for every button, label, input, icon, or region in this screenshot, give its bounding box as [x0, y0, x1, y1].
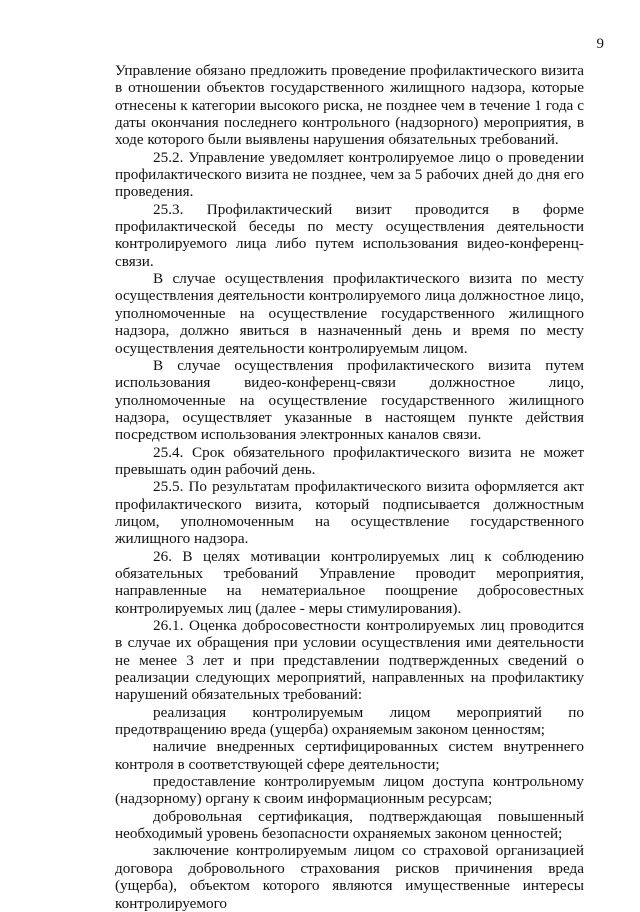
document-body — [115, 62, 584, 912]
page-number: 9 — [596, 36, 604, 52]
paragraph-26-1: 26.1. Оценка добросовестности контролируемых лиц проводится в случае их обращения при условии осуществления ими деятельности не менее 3 лет и при представлении подтвержденных сведений о реализации следующих мероприятий, направленных на профилактику нарушений обязательных требований: — [115, 617, 584, 704]
list-item-internal-control: наличие внедренных сертифицированных систем внутреннего контроля в соответствующей сфере деятельности; — [115, 738, 584, 773]
list-item-certification: добровольная сертификация, подтверждающая повышенный необходимый уровень безопасности охраняемых законом ценностей; — [115, 807, 584, 843]
paragraph-25-2: 25.2. Управление уведомляет контролируемое лицо о проведении профилактического визита не позднее, чем за 5 рабочих дней до дня его проведения. — [115, 148, 584, 201]
paragraph-26: 26. В целях мотивации контролируемых лиц к соблюдению обязательных требований Управление проводит мероприятия, направленные на нематериальное поощрение добросовестных контролируемых лиц (далее - меры стимулирования). — [115, 547, 584, 617]
paragraph-25-4: 25.4. Срок обязательного профилактического визита не может превышать один рабочий день. — [115, 443, 584, 478]
list-item-info-access: предоставление контролируемым лицом доступа контрольному (надзорному) органу к своим информационным ресурсам; — [115, 773, 584, 808]
paragraph-onsite-visit: В случае осуществления профилактического визита по месту осуществления деятельности контролируемого лица должностное лицо, уполномоченные на осуществление государственного жилищного надзора, должно явиться в назначенный день и время по месту осуществления деятельности контролируемым лицом. — [115, 270, 584, 357]
paragraph-25-3: 25.3. Профилактический визит проводится в форме профилактической беседы по месту осуществления деятельности контролируемого лица либо путем использования видео-конференц-связи. — [115, 200, 584, 270]
list-item-insurance: заключение контролируемым лицом со страховой организацией договора добровольного страхования рисков причинения вреда (ущерба), объектом которого являются имущественные интересы контролируемого — [115, 842, 584, 912]
paragraph-video-visit: В случае осуществления профилактического визита путем использования видео-конференц-связи должностное лицо, уполномоченные на осуществление государственного жилищного надзора, осуществляет указанные в настоящем пункте действия посредством использования электронных каналов связи. — [115, 356, 584, 444]
paragraph-25-5: 25.5. По результатам профилактического визита оформляется акт профилактического визита, который подписывается должностным лицом, уполномоченным на осуществление государственного жилищного надзора. — [115, 478, 584, 548]
paragraph-visit-obligation: Управление обязано предложить проведение профилактического визита в отношении объектов государственного жилищного надзора, которые отнесены к категории высокого риска, не позднее чем в течение 1 года с даты окончания последнего контрольного (надзорного) мероприятия, в ходе которого были выявлены нарушения обязательных требований. — [115, 62, 584, 149]
list-item-harm-prevention: реализация контролируемым лицом мероприятий по предотвращению вреда (ущерба) охраняемым законом ценностям; — [115, 703, 584, 739]
